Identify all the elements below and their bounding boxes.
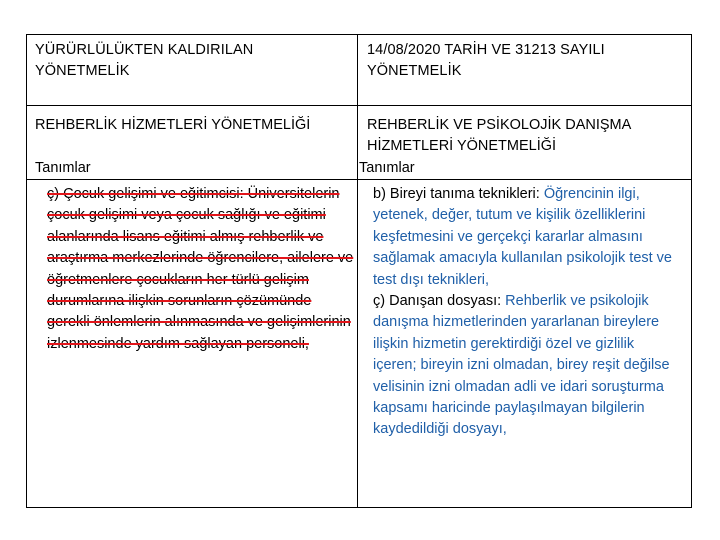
header-new-regulation: 14/08/2020 TARİH VE 31213 SAYILI YÖNETMELİK — [367, 42, 605, 79]
row-divider-2 — [27, 179, 691, 180]
new-definitions — [373, 184, 679, 441]
repealed-definition-text: ç) Çocuk gelişimi ve eğitimcisi: Üniversitelerin çocuk gelişimi veya çocuk sağlığı ve eğitimi alanlarında lisans eğitimi almış rehberlik ve araştırma merkezlerinde öğrencilere, ailelere ve öğretmenlere çocukların her türlü gelişim durumlarına ilişkin sorunların çözümünde gerekli önlemlerin alınmasında ve gelişimlerinin izlenmesinde yardım sağlayan personeli, — [47, 186, 354, 352]
comparison-table — [26, 34, 692, 508]
definition-text-bireyi-tanima: Öğrencinin ilgi, yetenek, değer, tutum ve kişilik özelliklerini keşfetmesini ve gerçekçi kararlar almasını sağlamak amacıyla kullanılan psikolojik test ve test dışı teknikleri, — [373, 186, 672, 288]
definition-term-bireyi-tanima: b) Bireyi tanıma teknikleri: — [373, 186, 540, 202]
section-title-old: Tanımlar — [35, 160, 91, 176]
regulation-name-new: REHBERLİK VE PSİKOLOJİK DANIŞMA HİZMETLERİ YÖNETMELİĞİ — [367, 117, 631, 154]
definition-term-danisan-dosyasi: ç) Danışan dosyası: — [373, 293, 502, 310]
regulation-name-old: REHBERLİK HİZMETLERİ YÖNETMELİĞİ — [35, 117, 311, 133]
repealed-definition — [47, 184, 355, 355]
definition-text-danisan-dosyasi: Rehberlik ve psikolojik danışma hizmetlerinden yararlanan bireylere ilişkin hizmetin gerektirdiği özel ve gizlilik içeren; bireyin izni olmadan, birey reşit değilse velisinin izni olmadan adli ve idari soruşturma kapsamı haricinde paylaşılmayan bilgilerin kaydedildiği dosyayı, — [373, 293, 670, 438]
row-divider-1 — [27, 105, 691, 106]
section-title-new: Tanımlar — [359, 160, 415, 176]
header-repealed-regulation: YÜRÜRLÜLÜKTEN KALDIRILAN YÖNETMELİK — [35, 42, 254, 79]
